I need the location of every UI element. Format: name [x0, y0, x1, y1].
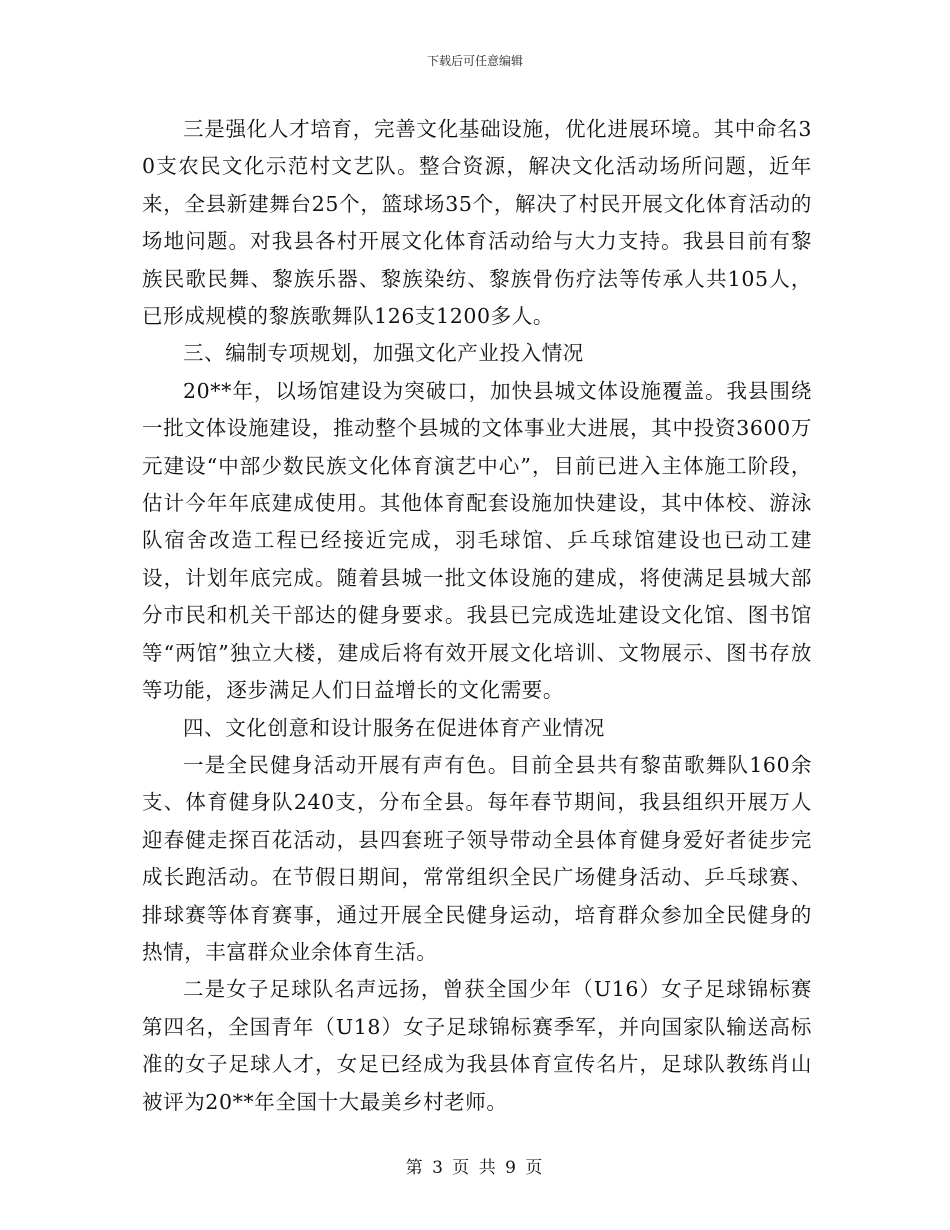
paragraph-talent-facilities: 三是强化人才培育，完善文化基础设施，优化进展环境。其中命名30支农民文化示范村文艺队。整合资源，解决文化活动场所问题，近年来，全县新建舞台25个，篮球场35个，解决了村民开展文化体育活动的场地问题。对我县各村开展文化体育活动给与大力支持。我县目前有黎族民歌民舞、黎族乐器、黎族染纺、黎族骨伤疗法等传承人共105人，已形成规模的黎族歌舞队126支1200多人。 — [142, 117, 812, 329]
paragraph-fitness-activities: 一是全民健身活动开展有声有色。目前全县共有黎苗歌舞队160余支、体育健身队240支，分布全县。每年春节期间，我县组织开展万人迎春健走探百花活动，县四套班子领导带动全县体育健身爱好者徒步完成长跑活动。在节假日期间，常常组织全民广场健身活动、乒乓球赛、排球赛等体育赛事，通过开展全民健身运动，培育群众参加全民健身的热情，丰富群众业余体育生活。 — [142, 752, 812, 964]
page-number-footer: 第 3 页 共 9 页 — [405, 1158, 545, 1178]
page-header-note: 下载后可任意编辑 — [426, 54, 523, 68]
section-heading-planning: 三、编制专项规划，加强文化产业投入情况 — [183, 341, 584, 366]
section-heading-creative-design: 四、文化创意和设计服务在促进体育产业情况 — [183, 715, 605, 740]
paragraph-venue-construction: 20**年，以场馆建设为突破口，加快县城文体设施覆盖。我县围绕一批文体设施建设，推动整个县城的文体事业大进展，其中投资3600万元建设“中部少数民族文化体育演艺中心”，目前已进入主体施工阶段，估计今年年底建成使用。其他体育配套设施加快建设，其中体校、游泳队宿舍改造工程已经接近完成，羽毛球馆、乒乓球馆建设也已动工建设，计划年底完成。随着县城一批文体设施的建成，将使满足县城大部分市民和机关干部达的健身要求。我县已完成选址建设文化馆、图书馆等“两馆”独立大楼，建成后将有效开展文化培训、文物展示、图书存放等功能，逐步满足人们日益增长的文化需要。 — [142, 378, 812, 703]
paragraph-womens-football: 二是女子足球队名声远扬，曾获全国少年（U16）女子足球锦标赛第四名，全国青年（U18）女子足球锦标赛季军，并向国家队输送高标准的女子足球人才，女足已经成为我县体育宣传名片，足球队教练肖山被评为20**年全国十大最美乡村老师。 — [142, 977, 812, 1114]
document-body — [142, 111, 812, 1121]
